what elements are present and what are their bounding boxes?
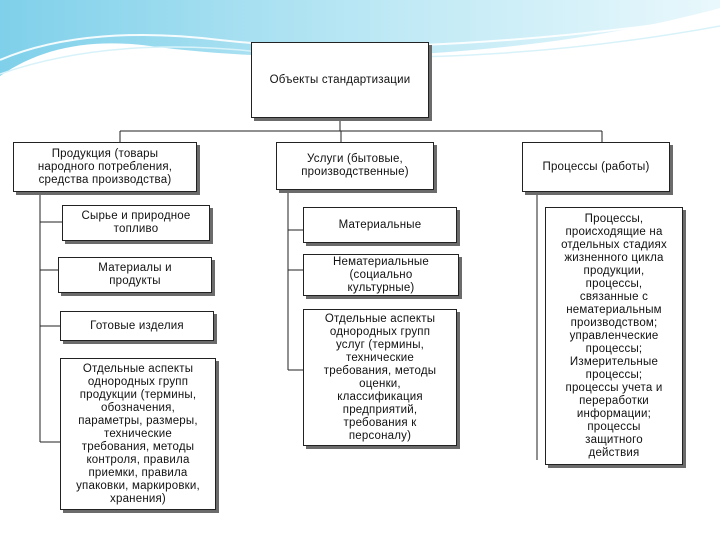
products-item-raw-materials: Сырье и природное топливо [62,205,210,241]
root-node: Объекты стандартизации [251,42,429,118]
products-item-materials: Материалы и продукты [58,257,212,293]
branch-services: Услуги (бытовые, производственные) [276,142,434,190]
products-item-finished-goods: Готовые изделия [60,311,214,341]
processes-item-list: Процессы, происходящие на отдельных стадиях жизненного цикла продукции, процессы, связанные с нематериальным производством; управленческие процессы; Измерительные процессы; процессы учета и переработки информации; процессы защитного действия [545,207,683,465]
services-item-aspects: Отдельные аспекты однородных групп услуг (термины, технические требования, методы оценки, классификация предприятий, требования к персоналу) [303,309,457,446]
branch-products: Продукция (товары народного потребления, средства производства) [13,142,197,192]
services-item-material: Материальные [303,207,457,243]
products-item-aspects: Отдельные аспекты однородных групп продукции (термины, обозначения, параметры, размеры, технические требования, методы контроля, правила приемки, правила упаковки, маркировки, хранения) [60,358,216,510]
services-item-nonmaterial: Нематериальные (социально культурные) [303,254,459,296]
branch-processes: Процессы (работы) [522,142,670,192]
